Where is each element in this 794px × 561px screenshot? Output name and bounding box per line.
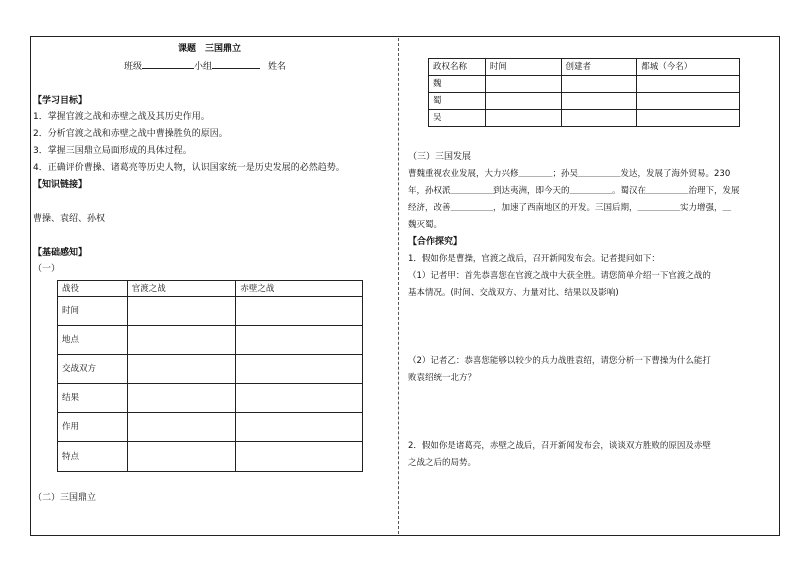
- table-header-row: [58, 281, 363, 297]
- table-row: [429, 76, 740, 93]
- link-heading: 【知识链接】: [33, 180, 88, 190]
- answer-cell[interactable]: [637, 110, 740, 127]
- answer-cell[interactable]: [127, 413, 236, 442]
- answer-cell[interactable]: [127, 384, 236, 413]
- row-label: 魏: [429, 76, 486, 93]
- goal-item: 3．掌握三国鼎立局面形成的具体过程。: [33, 146, 192, 156]
- answer-cell[interactable]: [485, 76, 561, 93]
- name-label: 姓名: [268, 62, 287, 72]
- question-1a: （1）记者甲：首先恭喜您在官渡之战中大获全胜。请您简单介绍一下官渡之战的: [408, 271, 711, 281]
- table-row: [58, 413, 363, 442]
- table-row: [58, 442, 363, 472]
- goal-item: 2．分析官渡之战和赤壁之战中曹操胜负的原因。: [33, 129, 228, 139]
- development-line: 经济，改善＿＿＿＿＿，加速了西南地区的开发。三国后期，＿＿＿＿＿实力增强，＿: [408, 203, 732, 213]
- table-row: [429, 110, 740, 127]
- question-1a: 基本情况。(时间、交战双方、力量对比、结果以及影响): [408, 288, 619, 298]
- answer-cell[interactable]: [236, 442, 363, 472]
- answer-cell[interactable]: [637, 76, 740, 93]
- table-row: [58, 355, 363, 384]
- part2-label: （二）三国鼎立: [33, 493, 97, 503]
- table-row: [58, 297, 363, 326]
- table-header: 创建者: [561, 59, 637, 76]
- development-line: 曹魏重视农业发展，大力兴修＿＿＿＿；孙吴＿＿＿＿＿发达，发展了海外贸易。230: [408, 169, 731, 179]
- row-label: 吴: [429, 110, 486, 127]
- battle-table: [57, 280, 363, 472]
- development-line: 年，孙权派＿＿＿＿＿到达夷洲，即今天的＿＿＿＿＿。蜀汉在＿＿＿＿＿治理下，发展: [408, 186, 740, 196]
- answer-cell[interactable]: [127, 442, 236, 472]
- table-header: 都城（今名）: [637, 59, 740, 76]
- answer-cell[interactable]: [236, 384, 363, 413]
- row-label: 作用: [58, 413, 128, 442]
- question-1b: （2）记者乙：恭喜您能够以较少的兵力战胜袁绍，请您分析一下曹操为什么能打: [408, 356, 711, 366]
- answer-cell[interactable]: [127, 326, 236, 355]
- table-header: 政权名称: [429, 59, 486, 76]
- table-header: 战役: [58, 281, 128, 297]
- row-label: 特点: [58, 442, 128, 472]
- answer-cell[interactable]: [485, 110, 561, 127]
- part3-label: （三）三国发展: [408, 152, 472, 162]
- goals-heading: 【学习目标】: [33, 96, 88, 106]
- answer-cell[interactable]: [485, 93, 561, 110]
- link-text: 曹操、袁绍、孙权: [33, 214, 106, 224]
- table-header: 时间: [485, 59, 561, 76]
- row-label: 交战双方: [58, 355, 128, 384]
- row-label: 结果: [58, 384, 128, 413]
- group-label: 小组: [194, 62, 213, 72]
- question-1: 1．假如你是曹操，官渡之战后，召开新闻发布会。记者提问如下：: [408, 254, 660, 264]
- coop-heading: 【合作探究】: [408, 237, 463, 247]
- goal-item: 1．掌握官渡之战和赤壁之战及其历史作用。: [33, 112, 210, 122]
- lesson-title: 课题 三国鼎立: [178, 44, 242, 54]
- table-row: [58, 384, 363, 413]
- question-2: 之战之后的局势。: [408, 458, 477, 468]
- regime-table: [428, 58, 740, 127]
- table-row: [58, 326, 363, 355]
- student-info-line: [124, 60, 286, 73]
- answer-cell[interactable]: [236, 413, 363, 442]
- column-divider: [398, 38, 399, 534]
- answer-cell[interactable]: [236, 355, 363, 384]
- table-header: 官渡之战: [127, 281, 236, 297]
- class-blank[interactable]: [142, 60, 194, 69]
- group-blank[interactable]: [212, 60, 260, 69]
- answer-cell[interactable]: [236, 297, 363, 326]
- answer-cell[interactable]: [561, 76, 637, 93]
- answer-cell[interactable]: [561, 110, 637, 127]
- class-label: 班级: [124, 62, 143, 72]
- answer-cell[interactable]: [561, 93, 637, 110]
- answer-cell[interactable]: [637, 93, 740, 110]
- question-1b: 败袁绍统一北方？: [408, 373, 477, 383]
- answer-cell[interactable]: [127, 297, 236, 326]
- row-label: 时间: [58, 297, 128, 326]
- part1-label: （一）: [33, 264, 61, 274]
- answer-cell[interactable]: [236, 326, 363, 355]
- row-label: 地点: [58, 326, 128, 355]
- table-header-row: [429, 59, 740, 76]
- answer-cell[interactable]: [127, 355, 236, 384]
- table-row: [429, 93, 740, 110]
- goal-item: 4．正确评价曹操、诸葛亮等历史人物，认识国家统一是历史发展的必然趋势。: [33, 163, 345, 173]
- table-header: 赤壁之战: [236, 281, 363, 297]
- question-2: 2．假如你是诸葛亮，赤壁之战后，召开新闻发布会，谈谈双方胜败的原因及赤壁: [408, 441, 711, 451]
- basic-heading: 【基础感知】: [33, 248, 88, 258]
- row-label: 蜀: [429, 93, 486, 110]
- development-line: 魏灭蜀。: [408, 220, 443, 230]
